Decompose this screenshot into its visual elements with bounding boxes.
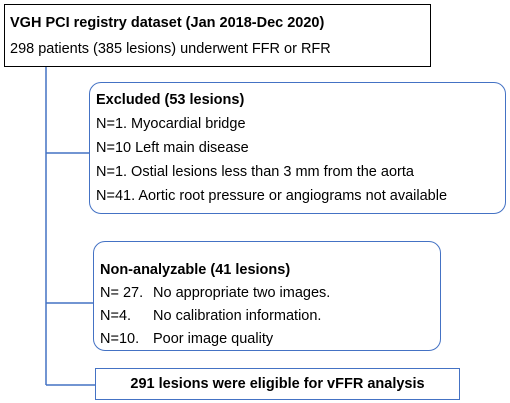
nonanalyzable-lesions-box — [93, 241, 441, 351]
excluded-lesions-box — [89, 82, 506, 214]
nonanalyzable-count: N=10. — [100, 331, 140, 347]
excluded-item: N=1. Ostial lesions less than 3 mm from the aorta — [96, 164, 414, 180]
registry-dataset-box — [4, 4, 431, 67]
excluded-item: N=1. Myocardial bridge — [96, 116, 246, 132]
nonanalyzable-count: N=4. — [100, 308, 132, 324]
nonanalyzable-reason: No calibration information. — [153, 308, 322, 324]
excluded-item: N=41. Aortic root pressure or angiograms not available — [96, 188, 448, 204]
registry-dataset-title: VGH PCI registry dataset (Jan 2018-Dec 2020) — [10, 15, 325, 31]
nonanalyzable-count: N= 27. — [100, 285, 144, 301]
nonanalyzable-reason: Poor image quality — [153, 331, 274, 347]
nonanalyzable-reason: No appropriate two images. — [153, 285, 331, 301]
eligible-lesions-box — [95, 368, 460, 400]
nonanalyzable-heading: Non-analyzable (41 lesions) — [100, 262, 291, 278]
excluded-item: N=10 Left main disease — [96, 140, 249, 156]
excluded-heading: Excluded (53 lesions) — [96, 92, 245, 108]
registry-dataset-subtitle: 298 patients (385 lesions) underwent FFR or RFR — [10, 41, 331, 57]
eligible-lesions-text: 291 lesions were eligible for vFFR analysis — [130, 376, 425, 392]
